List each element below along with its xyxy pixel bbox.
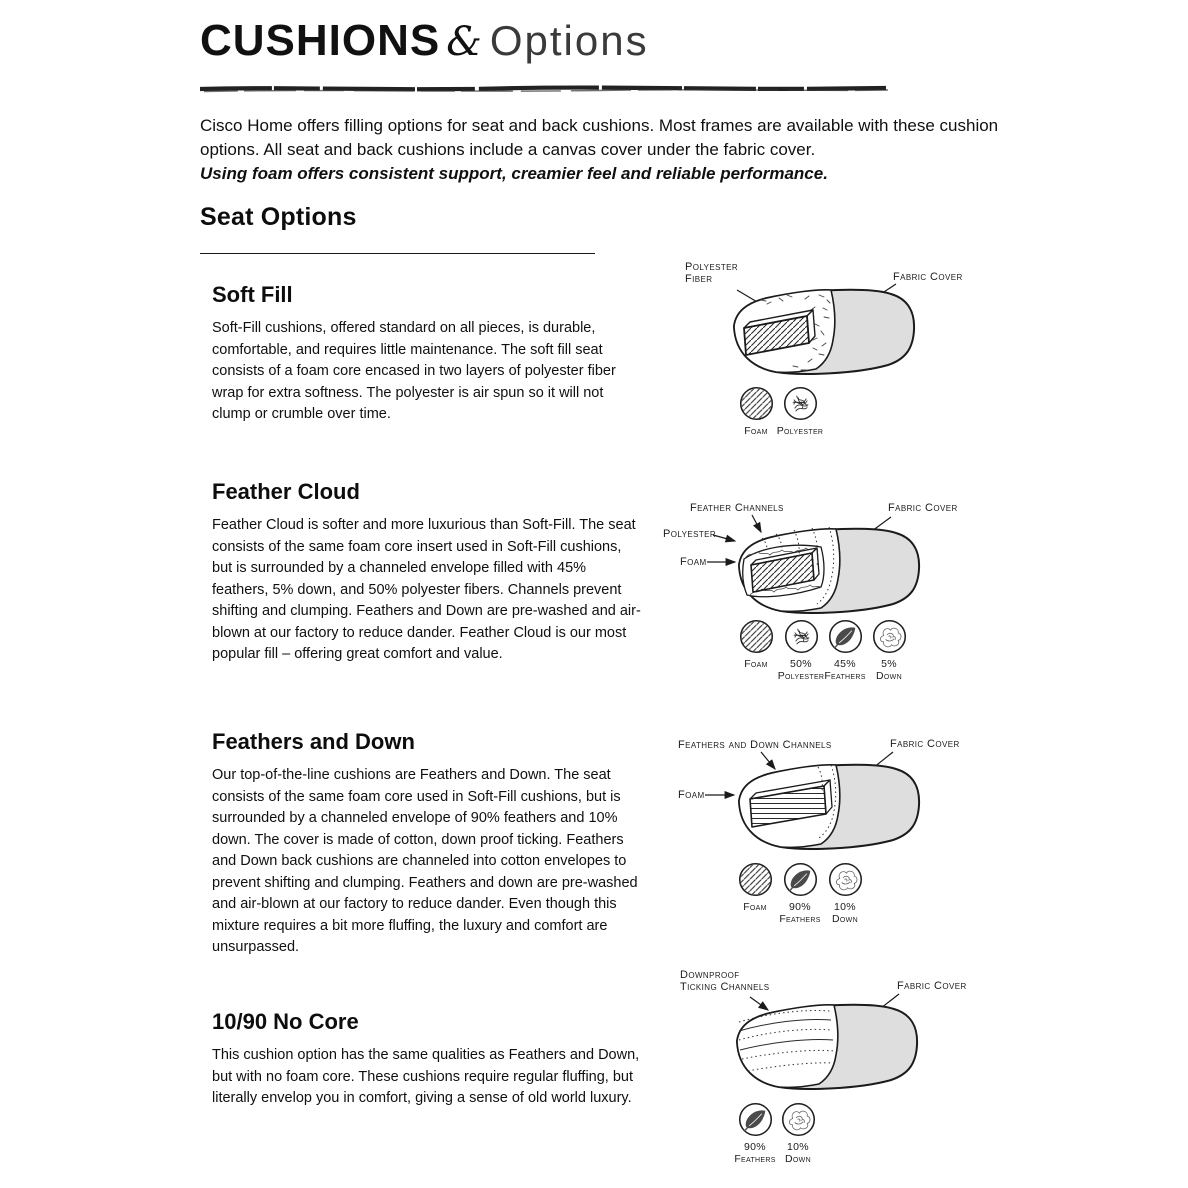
callout-feathers-down-channels: Feathers and Down Channels — [678, 739, 832, 751]
cushion-drawing — [739, 765, 919, 849]
intro-emphasis: Using foam offers consistent support, creamier feel and reliable performance. — [200, 164, 828, 183]
swatch-label: Foam — [744, 658, 768, 670]
swatch-polyester — [771, 386, 829, 437]
cushion-drawing — [734, 290, 914, 374]
swatch-label: Down — [785, 1153, 811, 1165]
swatch-label: Feathers — [824, 670, 866, 682]
section-divider — [200, 253, 595, 254]
feather-cloud-heading: Feather Cloud — [212, 479, 360, 504]
soft-fill-body: Soft-Fill cushions, offered standard on all pieces, is durable, comfortable, and requires little maintenance. The soft fill seat consists of a foam core encased in two layers of polyester fiber wrap for extra softness. The polyester is air spun so it will not clump or crumble over time. — [212, 320, 616, 422]
polyester-icon — [784, 619, 819, 654]
swatch-label: 90% — [744, 1141, 766, 1153]
swatch-label: 5% — [881, 658, 897, 670]
down-icon — [781, 1102, 816, 1137]
polyester-icon — [783, 386, 818, 421]
section-heading: Seat Options — [200, 203, 357, 231]
callout-feather-channels: Feather Channels — [690, 502, 784, 514]
swatch-5-down — [860, 619, 918, 682]
callout-downproof-ticking-channels: Downproof Ticking Channels — [680, 969, 770, 993]
callout-fabric-cover: Fabric Cover — [888, 502, 958, 514]
swatch-label: 10% — [834, 901, 856, 913]
cushion-drawing — [737, 1005, 917, 1089]
feather-icon — [738, 1102, 773, 1137]
figure-feathers-down — [655, 735, 990, 935]
foam-icon — [739, 386, 774, 421]
swatch-label: Feathers — [734, 1153, 776, 1165]
cushion-drawing — [739, 527, 919, 613]
no-core-body: This cushion option has the same qualities as Feathers and Down, but with no foam core. These cushions require regular fluffing, but literally envelop you in comfort, giving a sense of old world luxury. — [212, 1047, 640, 1106]
foam-icon — [739, 619, 774, 654]
callout-foam: Foam — [680, 556, 707, 568]
title-word-cushions: CUSHIONS — [200, 16, 441, 65]
callout-polyester: Polyester — [663, 528, 717, 540]
foam-icon — [738, 862, 773, 897]
swatch-label: Foam — [743, 901, 767, 913]
callout-foam: Foam — [678, 789, 705, 801]
swatch-label: Foam — [744, 425, 768, 437]
swatch-label: 10% — [787, 1141, 809, 1153]
swatch-label: Polyester — [776, 425, 824, 437]
swatch-label: 50% — [790, 658, 812, 670]
soft-fill-heading: Soft Fill — [212, 282, 293, 307]
callout-fabric-cover: Fabric Cover — [893, 271, 963, 283]
figure-feather-cloud — [655, 495, 990, 695]
callout-polyester-fiber: Polyester Fiber — [685, 261, 739, 285]
down-icon — [872, 619, 907, 654]
swatch-label: Down — [876, 670, 902, 682]
swatch-10-down — [769, 1102, 827, 1165]
feather-cloud-body: Feather Cloud is softer and more luxurious than Soft-Fill. The seat consists of the same foam core insert used in Soft-Fill cushions, but is surrounded by a channeled envelope filled with 45% feathers, 5% down, and 50% polyester fibers. Channels prevent shifting and clumping. Feathers and Down are pre-washed and air-blown at our factory to reduce dander. Feather Cloud is our most popular fill – offering great comfort and value. — [212, 517, 641, 662]
title-word-options: Options — [489, 17, 649, 64]
feather-icon — [828, 619, 863, 654]
intro-block — [200, 114, 1000, 186]
feathers-down-heading: Feathers and Down — [212, 729, 415, 754]
swatch-label: Feathers — [779, 913, 821, 925]
figure-no-core — [655, 963, 990, 1181]
callout-fabric-cover: Fabric Cover — [890, 738, 960, 750]
down-icon — [828, 862, 863, 897]
title-underline — [198, 82, 892, 96]
swatch-label: 90% — [789, 901, 811, 913]
intro-paragraph: Cisco Home offers filling options for seat and back cushions. Most frames are available with these cushion options. All seat and back cushions include a canvas cover under the fabric cover. — [200, 116, 999, 159]
swatch-label: 45% — [834, 658, 856, 670]
feather-icon — [783, 862, 818, 897]
no-core-heading: 10/90 No Core — [212, 1009, 359, 1034]
title-ampersand: & — [446, 19, 482, 65]
callout-fabric-cover: Fabric Cover — [897, 980, 967, 992]
figure-soft-fill — [655, 258, 987, 458]
swatch-10-down — [816, 862, 874, 925]
feathers-down-body: Our top-of-the-line cushions are Feathers and Down. The seat consists of the same foam core used in Soft-Fill cushions, but is surrounded by a channeled envelope of 90% feathers and 10% down. The cover is made of cotton, down proof ticking. Feathers and Down back cushions are channeled into cotton envelopes to prevent shifting and clumping. Feathers and down are pre-washed and air-blown at our factory to reduce dander. Even though this mixture requires a bit more fluffing, the luxury and comfort are unsurpassed. — [212, 767, 638, 955]
swatch-label: Down — [832, 913, 858, 925]
page-title — [200, 16, 649, 66]
swatch-label: Polyester — [777, 670, 825, 682]
